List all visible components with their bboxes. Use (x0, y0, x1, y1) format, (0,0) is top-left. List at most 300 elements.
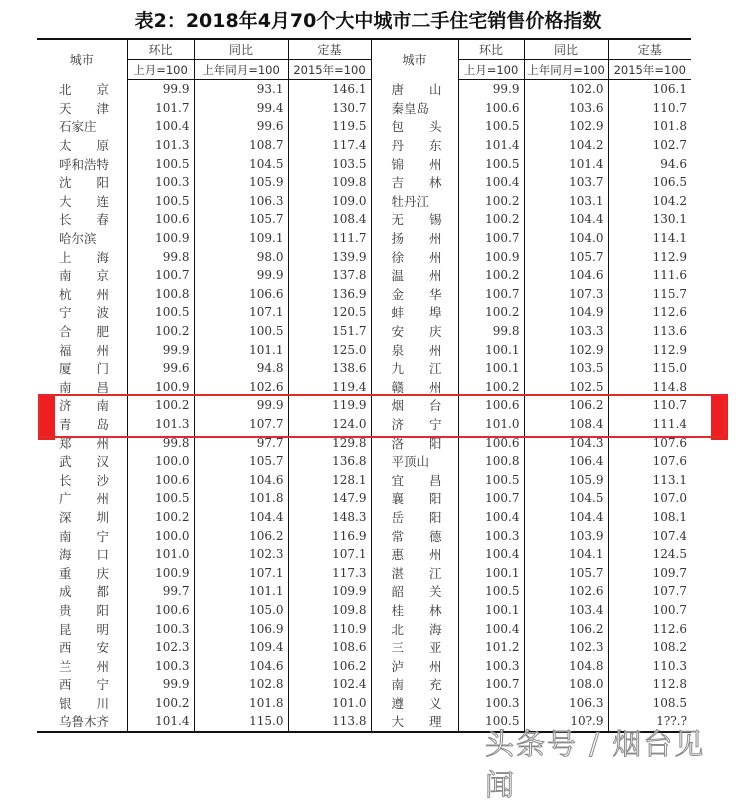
header-tb-base-left: 上年同月=100 (194, 60, 288, 80)
dj-cell: 110.7 (608, 99, 691, 118)
city-cell: 海 口 (37, 545, 127, 564)
header-hb-left: 环比 (127, 39, 194, 60)
tb-cell: 102.9 (524, 340, 608, 359)
tb-cell: 94.8 (194, 359, 288, 378)
hb-cell: 99.9 (127, 80, 194, 99)
table-row (37, 285, 691, 304)
highlight-bar-right (711, 394, 728, 440)
city-cell: 银 川 (37, 694, 127, 713)
city-cell: 唐 山 (371, 80, 458, 99)
table-row (37, 303, 691, 322)
dj-cell: 137.8 (288, 266, 371, 285)
city-cell: 九 江 (371, 359, 458, 378)
tb-cell: 108.0 (524, 675, 608, 694)
table-title: 表2：2018年4月70个大中城市二手住宅销售价格指数 (134, 10, 602, 32)
city-cell: 广 州 (37, 489, 127, 508)
dj-cell: 113.8 (288, 712, 371, 732)
city-cell: 北 海 (371, 619, 458, 638)
city-cell: 丹 东 (371, 136, 458, 155)
table-row (37, 619, 691, 638)
price-index-table (37, 38, 691, 733)
dj-cell: 138.6 (288, 359, 371, 378)
city-cell: 济 宁 (371, 415, 458, 434)
hb-cell: 100.6 (458, 433, 524, 452)
hb-cell: 100.4 (458, 508, 524, 527)
city-cell: 宁 波 (37, 303, 127, 322)
dj-cell: 151.7 (288, 322, 371, 341)
table-row (37, 452, 691, 471)
tb-cell: 104.1 (524, 545, 608, 564)
header-tb-base-right: 上年同月=100 (524, 60, 608, 80)
dj-cell: 100.7 (608, 601, 691, 620)
dj-cell: 110.9 (288, 619, 371, 638)
tb-cell: 105.9 (524, 470, 608, 489)
hb-cell: 100.9 (127, 563, 194, 582)
dj-cell: 108.5 (608, 694, 691, 713)
hb-cell: 100.1 (458, 359, 524, 378)
table-row (37, 563, 691, 582)
header-hb-base-left: 上月=100 (127, 60, 194, 80)
tb-cell: 102.3 (194, 545, 288, 564)
table-row (37, 470, 691, 489)
city-cell: 锦 州 (371, 154, 458, 173)
city-cell: 呼和浩特 (37, 154, 127, 173)
hb-cell: 100.2 (127, 694, 194, 713)
hb-cell: 101.4 (458, 136, 524, 155)
dj-cell: 120.5 (288, 303, 371, 322)
dj-cell: 107.1 (288, 545, 371, 564)
dj-cell: 107.0 (608, 489, 691, 508)
city-cell: 岳 阳 (371, 508, 458, 527)
city-cell: 合 肥 (37, 322, 127, 341)
tb-cell: 105.7 (194, 210, 288, 229)
city-cell: 南 昌 (37, 378, 127, 397)
city-cell: 深 圳 (37, 508, 127, 527)
dj-cell: 111.6 (608, 266, 691, 285)
dj-cell: 119.9 (288, 396, 371, 415)
tb-cell: 106.3 (524, 694, 608, 713)
city-cell: 武 汉 (37, 452, 127, 471)
dj-cell: 125.0 (288, 340, 371, 359)
dj-cell: 114.8 (608, 378, 691, 397)
hb-cell: 100.1 (458, 563, 524, 582)
hb-cell: 101.7 (127, 99, 194, 118)
header-city-right: 城市 (371, 39, 458, 80)
city-cell: 安 庆 (371, 322, 458, 341)
hb-cell: 99.8 (458, 322, 524, 341)
table-row (37, 229, 691, 248)
tb-cell: 105.9 (194, 173, 288, 192)
dj-cell: 104.2 (608, 192, 691, 211)
dj-cell: 107.6 (608, 433, 691, 452)
hb-cell: 100.5 (127, 192, 194, 211)
tb-cell: 102.6 (524, 582, 608, 601)
dj-cell: 107.4 (608, 526, 691, 545)
dj-cell: 139.9 (288, 247, 371, 266)
dj-cell: 114.1 (608, 229, 691, 248)
dj-cell: 112.9 (608, 247, 691, 266)
hb-cell: 100.6 (127, 210, 194, 229)
tb-cell: 100.5 (194, 322, 288, 341)
dj-cell: 107.7 (608, 582, 691, 601)
watermark: 头条号 / 烟台见闻 (485, 727, 706, 802)
city-cell: 成 都 (37, 582, 127, 601)
table-row (37, 247, 691, 266)
dj-cell: 106.2 (288, 656, 371, 675)
hb-cell: 100.9 (458, 247, 524, 266)
tb-cell: 103.4 (524, 601, 608, 620)
dj-cell: 109.7 (608, 563, 691, 582)
dj-cell: 146.1 (288, 80, 371, 99)
city-cell: 南 宁 (37, 526, 127, 545)
tb-cell: 106.2 (194, 526, 288, 545)
header-dj-base-right: 2015年=100 (608, 60, 691, 80)
hb-cell: 100.3 (127, 619, 194, 638)
table-row (37, 117, 691, 136)
dj-cell: 111.7 (288, 229, 371, 248)
header-dj-left: 定基 (288, 39, 371, 60)
table-row (37, 210, 691, 229)
tb-cell: 101.1 (194, 340, 288, 359)
table-row (37, 489, 691, 508)
dj-cell: 94.6 (608, 154, 691, 173)
city-cell: 昆 明 (37, 619, 127, 638)
dj-cell: 119.4 (288, 378, 371, 397)
hb-cell: 100.4 (458, 619, 524, 638)
tb-cell: 101.4 (524, 154, 608, 173)
dj-cell: 109.8 (288, 173, 371, 192)
tb-cell: 104.2 (524, 136, 608, 155)
hb-cell: 101.3 (127, 136, 194, 155)
tb-cell: 101.8 (194, 694, 288, 713)
hb-cell: 100.3 (458, 694, 524, 713)
dj-cell: 111.4 (608, 415, 691, 434)
table-row (37, 192, 691, 211)
tb-cell: 103.5 (524, 359, 608, 378)
highlight-bar-left (38, 394, 55, 440)
dj-cell: 119.5 (288, 117, 371, 136)
hb-cell: 100.4 (458, 173, 524, 192)
tb-cell: 107.1 (194, 303, 288, 322)
tb-cell: 93.1 (194, 80, 288, 99)
hb-cell: 99.9 (127, 340, 194, 359)
tb-cell: 105.7 (524, 563, 608, 582)
table-body (37, 80, 691, 732)
city-cell: 遵 义 (371, 694, 458, 713)
hb-cell: 100.4 (458, 545, 524, 564)
hb-cell: 100.7 (458, 229, 524, 248)
city-cell: 烟 台 (371, 396, 458, 415)
dj-cell: 117.4 (288, 136, 371, 155)
city-cell: 济 南 (37, 396, 127, 415)
tb-cell: 107.7 (194, 415, 288, 434)
tb-cell: 108.4 (524, 415, 608, 434)
hb-cell: 100.2 (127, 396, 194, 415)
city-cell: 哈尔滨 (37, 229, 127, 248)
tb-cell: 105.0 (194, 601, 288, 620)
hb-cell: 100.2 (458, 266, 524, 285)
tb-cell: 104.5 (194, 154, 288, 173)
city-cell: 湛 江 (371, 563, 458, 582)
tb-cell: 102.8 (194, 675, 288, 694)
city-cell: 宜 昌 (371, 470, 458, 489)
hb-cell: 100.1 (458, 340, 524, 359)
tb-cell: 106.6 (194, 285, 288, 304)
table-row (37, 694, 691, 713)
city-cell: 泸 州 (371, 656, 458, 675)
table-row (37, 136, 691, 155)
header-city-left: 城市 (37, 39, 127, 80)
tb-cell: 99.9 (194, 396, 288, 415)
hb-cell: 100.5 (458, 470, 524, 489)
hb-cell: 100.3 (458, 656, 524, 675)
dj-cell: 113.6 (608, 322, 691, 341)
hb-cell: 101.0 (127, 545, 194, 564)
hb-cell: 102.3 (127, 638, 194, 657)
table-row (37, 396, 691, 415)
tb-cell: 102.6 (194, 378, 288, 397)
city-cell: 吉 林 (371, 173, 458, 192)
tb-cell: 106.4 (524, 452, 608, 471)
hb-cell: 100.3 (127, 173, 194, 192)
city-cell: 长 春 (37, 210, 127, 229)
city-cell: 蚌 埠 (371, 303, 458, 322)
hb-cell: 99.7 (127, 582, 194, 601)
dj-cell: 148.3 (288, 508, 371, 527)
city-cell: 大 理 (371, 712, 458, 732)
city-cell: 大 连 (37, 192, 127, 211)
table-row (37, 433, 691, 452)
tb-cell: 104.4 (524, 508, 608, 527)
table-row (37, 601, 691, 620)
table-row (37, 638, 691, 657)
tb-cell: 101.1 (194, 582, 288, 601)
table-row (37, 340, 691, 359)
hb-cell: 100.5 (458, 712, 524, 732)
dj-cell: 106.5 (608, 173, 691, 192)
city-cell: 金 华 (371, 285, 458, 304)
city-cell: 太 原 (37, 136, 127, 155)
dj-cell: 136.8 (288, 452, 371, 471)
dj-cell: 136.9 (288, 285, 371, 304)
city-cell: 南 京 (37, 266, 127, 285)
tb-cell: 103.9 (524, 526, 608, 545)
hb-cell: 100.1 (458, 601, 524, 620)
dj-cell: 102.7 (608, 136, 691, 155)
tb-cell: 109.4 (194, 638, 288, 657)
city-cell: 北 京 (37, 80, 127, 99)
dj-cell: 115.7 (608, 285, 691, 304)
dj-cell: 113.1 (608, 470, 691, 489)
table-row (37, 80, 691, 99)
tb-cell: 104.3 (524, 433, 608, 452)
city-cell: 无 锡 (371, 210, 458, 229)
city-cell: 包 头 (371, 117, 458, 136)
dj-cell: 109.9 (288, 582, 371, 601)
table-row (37, 582, 691, 601)
header-hb-right: 环比 (458, 39, 524, 60)
hb-cell: 100.2 (458, 378, 524, 397)
tb-cell: 105.7 (194, 452, 288, 471)
table-row (37, 656, 691, 675)
tb-cell: 99.4 (194, 99, 288, 118)
dj-cell: 129.8 (288, 433, 371, 452)
header-tb-left: 同比 (194, 39, 288, 60)
table-row (37, 266, 691, 285)
tb-cell: 97.7 (194, 433, 288, 452)
hb-cell: 100.2 (127, 508, 194, 527)
city-cell: 平顶山 (371, 452, 458, 471)
city-cell: 桂 林 (371, 601, 458, 620)
dj-cell: 130.7 (288, 99, 371, 118)
hb-cell: 100.6 (458, 99, 524, 118)
dj-cell: 108.1 (608, 508, 691, 527)
tb-cell: 102.3 (524, 638, 608, 657)
dj-cell: 124.5 (608, 545, 691, 564)
dj-cell: 128.1 (288, 470, 371, 489)
city-cell: 惠 州 (371, 545, 458, 564)
hb-cell: 100.9 (127, 229, 194, 248)
tb-cell: 115.0 (194, 712, 288, 732)
tb-cell: 106.2 (524, 619, 608, 638)
city-cell: 乌鲁木齐 (37, 712, 127, 732)
hb-cell: 100.8 (127, 285, 194, 304)
dj-cell: 110.7 (608, 396, 691, 415)
dj-cell: 124.0 (288, 415, 371, 434)
tb-cell: 101.8 (194, 489, 288, 508)
tb-cell: 102.0 (524, 80, 608, 99)
header-tb-right: 同比 (524, 39, 608, 60)
tb-cell: 99.9 (194, 266, 288, 285)
dj-cell: 130.1 (608, 210, 691, 229)
hb-cell: 99.8 (127, 433, 194, 452)
hb-cell: 99.9 (127, 675, 194, 694)
dj-cell: 102.4 (288, 675, 371, 694)
tb-cell: 98.0 (194, 247, 288, 266)
table-row (37, 508, 691, 527)
header-hb-base-right: 上月=100 (458, 60, 524, 80)
hb-cell: 100.0 (127, 452, 194, 471)
table-row (37, 526, 691, 545)
hb-cell: 101.3 (127, 415, 194, 434)
tb-cell: 104.5 (524, 489, 608, 508)
dj-cell: 108.2 (608, 638, 691, 657)
dj-cell: 117.3 (288, 563, 371, 582)
tb-cell: 104.0 (524, 229, 608, 248)
tb-cell: 109.1 (194, 229, 288, 248)
city-cell: 青 岛 (37, 415, 127, 434)
table-row (37, 545, 691, 564)
hb-cell: 100.7 (458, 675, 524, 694)
tb-cell: 106.3 (194, 192, 288, 211)
table-row (37, 359, 691, 378)
hb-cell: 100.6 (127, 470, 194, 489)
hb-cell: 100.3 (458, 526, 524, 545)
table-row (37, 154, 691, 173)
tb-cell: 103.1 (524, 192, 608, 211)
tb-cell: 103.6 (524, 99, 608, 118)
table-row (37, 378, 691, 397)
hb-cell: 99.6 (127, 359, 194, 378)
hb-cell: 101.0 (458, 415, 524, 434)
hb-cell: 100.7 (127, 266, 194, 285)
tb-cell: 104.6 (524, 266, 608, 285)
dj-cell: 108.4 (288, 210, 371, 229)
hb-cell: 100.5 (127, 489, 194, 508)
hb-cell: 100.5 (458, 154, 524, 173)
city-cell: 西 宁 (37, 675, 127, 694)
tb-cell: 104.8 (524, 656, 608, 675)
city-cell: 西 安 (37, 638, 127, 657)
city-cell: 福 州 (37, 340, 127, 359)
city-cell: 扬 州 (371, 229, 458, 248)
dj-cell: 110.3 (608, 656, 691, 675)
table-row (37, 322, 691, 341)
hb-cell: 100.0 (127, 526, 194, 545)
city-cell: 上 海 (37, 247, 127, 266)
tb-cell: 104.6 (194, 656, 288, 675)
tb-cell: 104.4 (524, 210, 608, 229)
dj-cell: 106.1 (608, 80, 691, 99)
tb-cell: 103.7 (524, 173, 608, 192)
dj-cell: 112.6 (608, 303, 691, 322)
hb-cell: 100.2 (458, 192, 524, 211)
tb-cell: 103.3 (524, 322, 608, 341)
hb-cell: 100.9 (127, 378, 194, 397)
dj-cell: 103.5 (288, 154, 371, 173)
hb-cell: 99.9 (458, 80, 524, 99)
header-dj-right: 定基 (608, 39, 691, 60)
dj-cell: 109.8 (288, 601, 371, 620)
hb-cell: 100.3 (127, 656, 194, 675)
city-cell: 三 亚 (371, 638, 458, 657)
hb-cell: 100.7 (458, 285, 524, 304)
tb-cell: 102.9 (524, 117, 608, 136)
city-cell: 重 庆 (37, 563, 127, 582)
table-row (37, 415, 691, 434)
tb-cell: 99.6 (194, 117, 288, 136)
tb-cell: 104.4 (194, 508, 288, 527)
hb-cell: 100.5 (458, 582, 524, 601)
tb-cell: 10?.9 (524, 712, 608, 732)
city-cell: 石家庄 (37, 117, 127, 136)
tb-cell: 106.2 (524, 396, 608, 415)
dj-cell: 112.6 (608, 619, 691, 638)
hb-cell: 100.4 (127, 117, 194, 136)
tb-cell: 108.7 (194, 136, 288, 155)
hb-cell: 101.4 (127, 712, 194, 732)
hb-cell: 100.2 (458, 303, 524, 322)
city-cell: 沈 阳 (37, 173, 127, 192)
dj-cell: 116.9 (288, 526, 371, 545)
dj-cell: 1??.? (608, 712, 691, 732)
city-cell: 襄 阳 (371, 489, 458, 508)
city-cell: 洛 阳 (371, 433, 458, 452)
tb-cell: 105.7 (524, 247, 608, 266)
table-row (37, 99, 691, 118)
dj-cell: 107.6 (608, 452, 691, 471)
city-cell: 天 津 (37, 99, 127, 118)
tb-cell: 104.9 (524, 303, 608, 322)
city-cell: 兰 州 (37, 656, 127, 675)
dj-cell: 112.8 (608, 675, 691, 694)
hb-cell: 100.5 (127, 303, 194, 322)
dj-cell: 101.8 (608, 117, 691, 136)
table-row (37, 173, 691, 192)
hb-cell: 100.5 (458, 117, 524, 136)
hb-cell: 100.5 (127, 154, 194, 173)
hb-cell: 100.6 (458, 396, 524, 415)
